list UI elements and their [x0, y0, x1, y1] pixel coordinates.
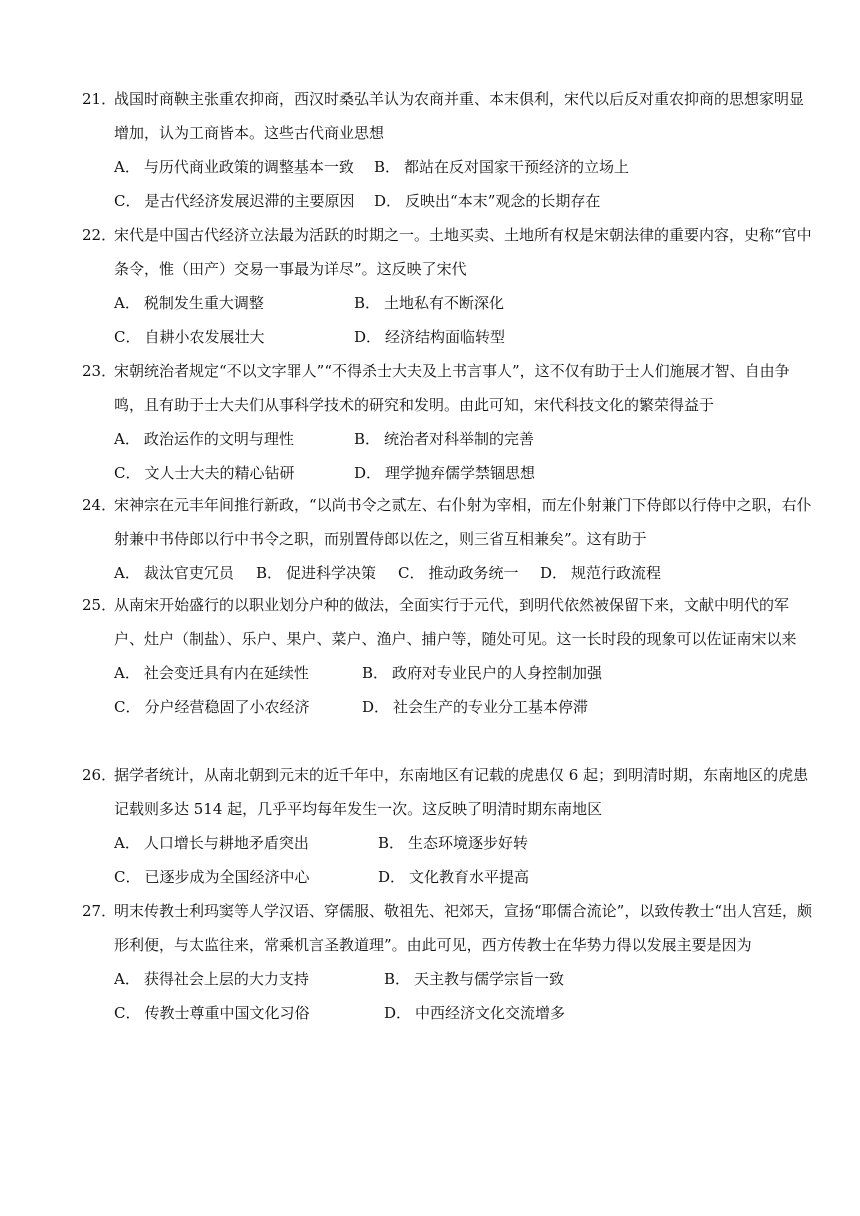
- question-text: 从南宋开始盛行的以职业划分户种的做法，全面实行于元代，到明代依然被保留下来，文献中明代的军户、灶户（制盐）、乐户、果户、菜户、渔户、捕户等，随处可见。这一长时段的现象可以佐证南宋以来: [114, 596, 797, 648]
- option-text: 生态环境逐步好转: [408, 834, 529, 852]
- question-stem: [82, 218, 812, 286]
- option-row: [114, 860, 812, 894]
- option-letter: B．: [354, 430, 381, 448]
- question-text: 明末传教士利玛窦等人学汉语、穿儒服、敬祖先、祀郊天，宣扬“耶儒合流论”，以致传教士“出人宫廷，颇形利便，与太监往来，常乘机言圣教道理”。由此可见，西方传教士在华势力得以发展主要是因为: [114, 902, 813, 954]
- option-text: 文人士大夫的精心钻研: [144, 464, 295, 482]
- option-a[interactable]: [114, 150, 374, 184]
- option-text: 自耕小农发展壮大: [144, 328, 265, 346]
- option-a[interactable]: [114, 656, 362, 690]
- option-c[interactable]: [114, 860, 378, 894]
- option-b[interactable]: [384, 962, 564, 996]
- question-22: [82, 218, 812, 354]
- option-text: 天主教与儒学宗旨一致: [414, 970, 565, 988]
- option-text: 政治运作的文明与理性: [143, 430, 294, 448]
- option-letter: A．: [114, 970, 140, 988]
- option-letter: C．: [114, 698, 141, 716]
- option-letter: A．: [114, 430, 140, 448]
- option-text: 理学抛弃儒学禁锢思想: [385, 464, 536, 482]
- question-text: 宋代是中国古代经济立法最为活跃的时期之一。土地买卖、土地所有权是宋朝法律的重要内容，史称“官中条令，惟（田产）交易一事最为详尽”。这反映了宋代: [114, 226, 812, 278]
- option-letter: B．: [362, 664, 389, 682]
- option-letter: A．: [114, 158, 140, 176]
- option-c[interactable]: [114, 996, 384, 1030]
- question-27: [82, 894, 812, 1030]
- option-b[interactable]: [256, 556, 398, 590]
- option-b[interactable]: [354, 422, 534, 456]
- question-stem: [82, 758, 812, 826]
- option-b[interactable]: [354, 286, 504, 320]
- option-row: [114, 422, 812, 456]
- option-letter: D．: [384, 1004, 412, 1022]
- option-c[interactable]: [114, 456, 354, 490]
- question-text: 宋朝统治者规定“不以文字罪人”“不得杀士大夫及上书言事人”，这不仅有助于士人们施展才智、自由争鸣，且有助于士大夫们从事科学技术的研究和发明。由此可知，宋代科技文化的繁荣得益于: [114, 362, 790, 414]
- option-row: [114, 656, 812, 690]
- option-text: 已逐步成为全国经济中心: [144, 868, 310, 886]
- question-stem: [82, 488, 812, 556]
- option-row: [114, 320, 812, 354]
- option-text: 都站在反对国家干预经济的立场上: [404, 158, 630, 176]
- option-text: 与历代商业政策的调整基本一致: [143, 158, 354, 176]
- option-letter: B．: [354, 294, 381, 312]
- question-number: 23．: [82, 362, 117, 380]
- option-text: 反映出“本末”观念的长期存在: [405, 192, 601, 210]
- question-number: 21．: [82, 90, 117, 108]
- option-d[interactable]: [384, 996, 565, 1030]
- option-letter: A．: [114, 664, 140, 682]
- option-letter: A．: [114, 294, 140, 312]
- option-letter: C．: [114, 868, 141, 886]
- option-letter: B．: [384, 970, 411, 988]
- question-number: 22．: [82, 226, 117, 244]
- option-text: 规范行政流程: [571, 564, 662, 582]
- question-stem: [82, 588, 812, 656]
- question-stem: [82, 894, 812, 962]
- option-row: [114, 962, 812, 996]
- option-letter: C．: [114, 464, 141, 482]
- option-letter: B．: [378, 834, 405, 852]
- option-d[interactable]: [354, 320, 505, 354]
- option-d[interactable]: [374, 184, 600, 218]
- option-text: 统治者对科举制的完善: [384, 430, 535, 448]
- question-25: [82, 588, 812, 724]
- option-text: 中西经济文化交流增多: [415, 1004, 566, 1022]
- option-d[interactable]: [362, 690, 588, 724]
- option-letter: D．: [354, 464, 382, 482]
- option-letter: D．: [540, 564, 568, 582]
- question-text: 战国时商鞅主张重农抑商，西汉时桑弘羊认为农商并重、本末俱利，宋代以后反对重农抑商的思想家明显增加，认为工商皆本。这些古代商业思想: [114, 90, 805, 142]
- option-letter: D．: [362, 698, 390, 716]
- option-c[interactable]: [114, 184, 374, 218]
- option-text: 经济结构面临转型: [385, 328, 506, 346]
- option-text: 推动政务统一: [428, 564, 519, 582]
- option-row: [114, 996, 812, 1030]
- option-text: 社会变迁具有内在延续性: [143, 664, 309, 682]
- option-a[interactable]: [114, 826, 378, 860]
- option-a[interactable]: [114, 286, 354, 320]
- option-letter: D．: [374, 192, 402, 210]
- option-letter: D．: [354, 328, 382, 346]
- option-text: 裁汰官吏冗员: [143, 564, 234, 582]
- option-c[interactable]: [398, 556, 540, 590]
- option-d[interactable]: [540, 556, 661, 590]
- option-b[interactable]: [374, 150, 629, 184]
- option-text: 土地私有不断深化: [384, 294, 505, 312]
- question-number: 25．: [82, 596, 117, 614]
- option-text: 税制发生重大调整: [143, 294, 264, 312]
- option-letter: C．: [114, 328, 141, 346]
- option-text: 文化教育水平提高: [409, 868, 530, 886]
- question-stem: [82, 354, 812, 422]
- question-21: [82, 82, 812, 218]
- option-letter: D．: [378, 868, 406, 886]
- option-text: 政府对专业民户的人身控制加强: [392, 664, 603, 682]
- option-text: 社会生产的专业分工基本停滞: [393, 698, 589, 716]
- option-row: [114, 150, 812, 184]
- option-row: [114, 184, 812, 218]
- question-number: 27．: [82, 902, 117, 920]
- option-row: [114, 456, 812, 490]
- option-d[interactable]: [354, 456, 535, 490]
- option-letter: C．: [114, 192, 141, 210]
- option-row: [114, 556, 812, 590]
- option-a[interactable]: [114, 422, 354, 456]
- option-letter: A．: [114, 564, 140, 582]
- option-letter: C．: [114, 1004, 141, 1022]
- question-stem: [82, 82, 812, 150]
- option-c[interactable]: [114, 320, 354, 354]
- question-number: 26．: [82, 766, 117, 784]
- option-row: [114, 826, 812, 860]
- question-text: 宋神宗在元丰年间推行新政，“以尚书令之贰左、右仆射为宰相，而左仆射兼门下侍郎以行侍中之职，右仆射兼中书侍郎以行中书令之职，而别置侍郎以佐之，则三省互相兼矣”。这有助于: [114, 496, 812, 548]
- question-text: 据学者统计，从南北朝到元末的近千年中，东南地区有记载的虎患仅 6 起；到明清时期，东南地区的虎患记载则多达 514 起，几乎平均每年发生一次。这反映了明清时期东南地区: [114, 766, 809, 818]
- option-text: 传教士尊重中国文化习俗: [144, 1004, 310, 1022]
- option-a[interactable]: [114, 962, 384, 996]
- option-text: 分户经营稳固了小农经济: [144, 698, 310, 716]
- option-a[interactable]: [114, 556, 256, 590]
- option-row: [114, 286, 812, 320]
- option-letter: C．: [398, 564, 425, 582]
- question-26: [82, 758, 812, 894]
- option-b[interactable]: [362, 656, 602, 690]
- question-number: 24．: [82, 496, 117, 514]
- option-letter: A．: [114, 834, 140, 852]
- option-letter: B．: [374, 158, 401, 176]
- option-b[interactable]: [378, 826, 528, 860]
- option-d[interactable]: [378, 860, 529, 894]
- option-text: 人口增长与耕地矛盾突出: [143, 834, 309, 852]
- option-text: 促进科学决策: [286, 564, 377, 582]
- question-24: [82, 488, 812, 590]
- option-c[interactable]: [114, 690, 362, 724]
- option-text: 获得社会上层的大力支持: [143, 970, 309, 988]
- option-letter: B．: [256, 564, 283, 582]
- option-text: 是古代经济发展迟滞的主要原因: [144, 192, 355, 210]
- option-row: [114, 690, 812, 724]
- question-23: [82, 354, 812, 490]
